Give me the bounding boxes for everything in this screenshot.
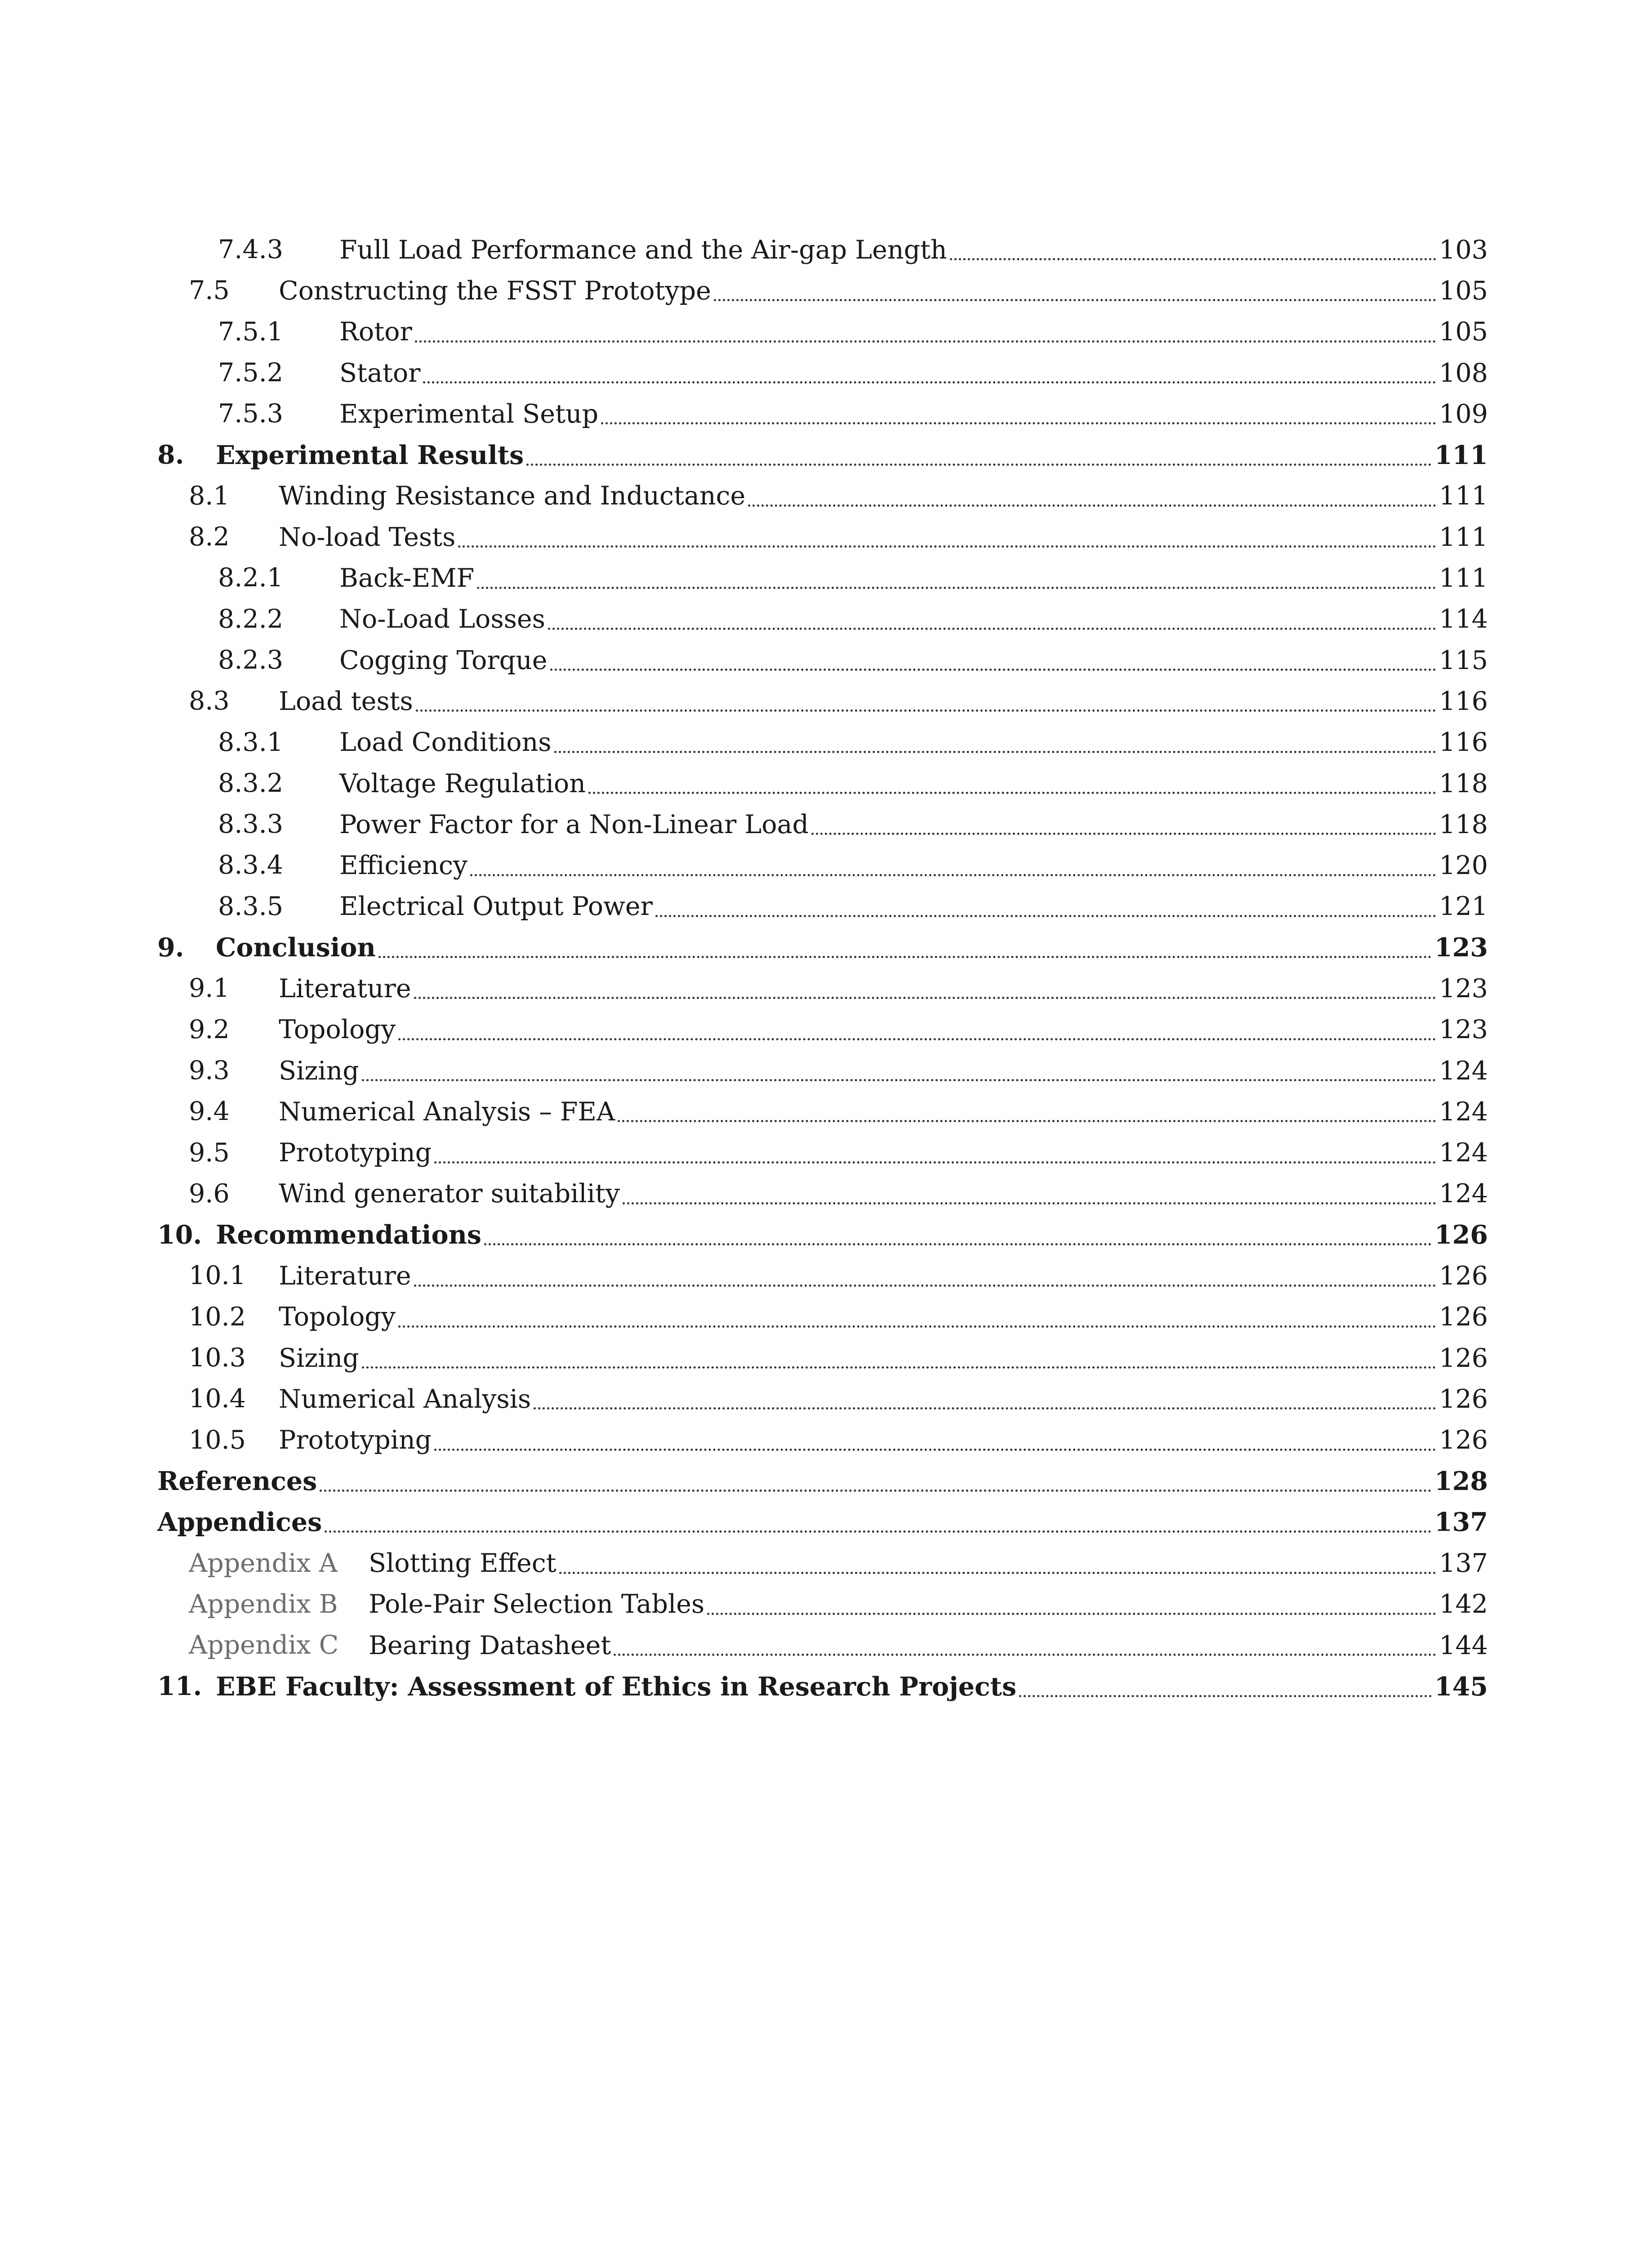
toc-entry-number: 8.3.3 xyxy=(218,809,284,839)
toc-entry-line xyxy=(339,886,1488,927)
toc-entry-number: Appendix A xyxy=(189,1548,338,1578)
toc-entry[interactable] xyxy=(157,1461,1488,1502)
toc-entry-number: 10.4 xyxy=(189,1384,246,1414)
toc-entry-line xyxy=(216,1666,1488,1707)
toc-entry-page: 103 xyxy=(1439,235,1488,265)
dot-leader xyxy=(414,997,1437,999)
toc-entry-number: 9.6 xyxy=(189,1178,230,1209)
dot-leader xyxy=(548,628,1436,630)
toc-entry-title: Experimental Results xyxy=(216,440,524,470)
toc-entry-page: 126 xyxy=(1434,1220,1488,1250)
dot-leader xyxy=(378,956,1432,958)
dot-leader xyxy=(707,1613,1436,1615)
toc-entry-page: 144 xyxy=(1439,1630,1488,1660)
toc-entry-title: Full Load Performance and the Air-gap Length xyxy=(339,235,947,265)
toc-entry-line xyxy=(279,1338,1488,1378)
toc-entry-page: 118 xyxy=(1439,768,1488,798)
toc-entry-title: Constructing the FSST Prototype xyxy=(279,276,711,306)
toc-entry-title: Sizing xyxy=(279,1056,359,1086)
toc-entry-page: 108 xyxy=(1439,358,1488,388)
toc-entry-line xyxy=(279,517,1488,558)
toc-entry-title: Numerical Analysis xyxy=(279,1384,531,1414)
toc-entry-page: 124 xyxy=(1439,1179,1488,1209)
toc-entry-page: 111 xyxy=(1439,481,1488,511)
toc-entry-page: 105 xyxy=(1439,317,1488,347)
toc-entry-line xyxy=(369,1543,1488,1584)
toc-entry[interactable] xyxy=(157,434,1488,475)
toc-entry-title: Numerical Analysis – FEA xyxy=(279,1097,615,1127)
toc-entry-page: 128 xyxy=(1434,1466,1488,1497)
toc-entry-line xyxy=(157,1461,1488,1502)
toc-entry-line xyxy=(279,1173,1488,1214)
toc-entry-number: 7.5 xyxy=(189,276,230,306)
table-of-contents xyxy=(157,229,1488,1707)
toc-entry[interactable] xyxy=(157,1420,1488,1461)
toc-entry-page: 118 xyxy=(1439,809,1488,839)
toc-entry[interactable] xyxy=(157,968,1488,1009)
toc-entry-line xyxy=(339,229,1488,270)
toc-entry-number: 8.3.4 xyxy=(218,850,284,880)
toc-entry-line xyxy=(339,352,1488,393)
toc-entry-line xyxy=(339,393,1488,434)
toc-entry-page: 123 xyxy=(1434,932,1488,963)
toc-entry-page: 126 xyxy=(1439,1343,1488,1373)
toc-entry[interactable] xyxy=(157,1378,1488,1419)
toc-entry[interactable] xyxy=(157,845,1488,886)
toc-entry-line xyxy=(339,312,1488,352)
dot-leader xyxy=(748,504,1436,507)
toc-entry[interactable] xyxy=(157,681,1488,722)
toc-entry-line xyxy=(216,1214,1488,1255)
toc-entry-number: 8.3.5 xyxy=(218,891,284,921)
dot-leader xyxy=(434,1449,1436,1451)
dot-leader xyxy=(423,381,1436,384)
toc-entry-line xyxy=(279,1091,1488,1132)
toc-entry-title: Efficiency xyxy=(339,851,468,881)
toc-entry[interactable] xyxy=(157,1214,1488,1255)
dot-leader xyxy=(325,1530,1432,1533)
toc-entry[interactable] xyxy=(157,1173,1488,1214)
toc-entry-line xyxy=(279,1420,1488,1461)
toc-entry[interactable] xyxy=(157,352,1488,393)
dot-leader xyxy=(414,1285,1437,1287)
toc-entry-title: Bearing Datasheet xyxy=(369,1630,611,1660)
toc-entry-number: 8.3 xyxy=(189,686,230,716)
toc-entry-title: Topology xyxy=(279,1302,396,1332)
dot-leader xyxy=(398,1038,1436,1040)
toc-entry[interactable] xyxy=(157,1338,1488,1378)
toc-entry-number: 7.5.2 xyxy=(218,357,284,388)
toc-entry-title: EBE Faculty: Assessment of Ethics in Research Projects xyxy=(216,1671,1017,1702)
dot-leader xyxy=(434,1161,1436,1164)
toc-entry-number: 8.2 xyxy=(189,522,230,552)
dot-leader xyxy=(588,792,1436,794)
toc-entry[interactable] xyxy=(157,640,1488,681)
toc-entry-page: 126 xyxy=(1439,1425,1488,1455)
toc-entry[interactable] xyxy=(157,599,1488,640)
toc-entry-line xyxy=(339,804,1488,845)
toc-entry-line xyxy=(279,968,1488,1009)
toc-entry[interactable] xyxy=(157,558,1488,598)
toc-entry-line xyxy=(279,1255,1488,1296)
toc-entry[interactable] xyxy=(157,393,1488,434)
dot-leader xyxy=(950,258,1437,260)
toc-entry-number: 11. xyxy=(157,1671,202,1702)
toc-entry-number: Appendix B xyxy=(189,1589,338,1619)
toc-entry-number: 9.1 xyxy=(189,973,230,1004)
toc-entry-line xyxy=(157,1502,1488,1543)
toc-entry-number: 9. xyxy=(157,932,184,963)
dot-leader xyxy=(416,709,1436,712)
toc-entry[interactable] xyxy=(157,886,1488,927)
toc-entry-page: 120 xyxy=(1439,851,1488,881)
toc-entry-title: Literature xyxy=(279,973,411,1004)
dot-leader xyxy=(362,1079,1436,1081)
toc-entry-page: 105 xyxy=(1439,276,1488,306)
toc-entry-title: Sizing xyxy=(279,1343,359,1373)
dot-leader xyxy=(398,1325,1436,1328)
toc-entry-number: 8.1 xyxy=(189,481,230,511)
dot-leader xyxy=(614,1654,1436,1656)
toc-entry-line xyxy=(339,599,1488,640)
toc-entry-page: 126 xyxy=(1439,1261,1488,1291)
toc-entry-page: 114 xyxy=(1439,604,1488,634)
toc-entry-number: 9.2 xyxy=(189,1014,230,1044)
toc-entry[interactable] xyxy=(157,1297,1488,1338)
toc-entry[interactable] xyxy=(157,1584,1488,1625)
toc-entry-page: 109 xyxy=(1439,399,1488,429)
toc-entry-page: 115 xyxy=(1439,645,1488,675)
toc-entry-line xyxy=(369,1584,1488,1625)
toc-entry-line xyxy=(339,558,1488,598)
toc-entry-page: 116 xyxy=(1439,686,1488,716)
dot-leader xyxy=(526,464,1432,466)
toc-entry-number: 8.3.1 xyxy=(218,727,284,757)
toc-entry-title: Rotor xyxy=(339,317,412,347)
toc-entry-title: Back-EMF xyxy=(339,563,475,593)
toc-entry-title: Slotting Effect xyxy=(369,1548,557,1579)
toc-entry-page: 145 xyxy=(1434,1671,1488,1702)
toc-entry-number: 8.2.2 xyxy=(218,604,284,634)
dot-leader xyxy=(601,422,1436,424)
toc-entry-line xyxy=(339,640,1488,681)
toc-entry[interactable] xyxy=(157,722,1488,763)
toc-entry-title: Recommendations xyxy=(216,1220,482,1250)
toc-entry[interactable] xyxy=(157,1502,1488,1543)
dot-leader xyxy=(362,1366,1436,1369)
toc-entry-number: 9.3 xyxy=(189,1055,230,1085)
toc-entry-line xyxy=(279,1050,1488,1091)
toc-entry-page: 126 xyxy=(1439,1384,1488,1414)
toc-entry-title: Cogging Torque xyxy=(339,645,548,675)
toc-entry[interactable] xyxy=(157,804,1488,845)
toc-entry[interactable] xyxy=(157,1091,1488,1132)
toc-entry-title: Electrical Output Power xyxy=(339,892,653,922)
dot-leader xyxy=(714,299,1436,301)
toc-entry-number: 8. xyxy=(157,440,184,470)
toc-entry-line xyxy=(216,434,1488,475)
toc-entry-number: 7.4.3 xyxy=(218,235,284,264)
toc-entry-title: Conclusion xyxy=(216,932,376,963)
toc-entry[interactable] xyxy=(157,1009,1488,1050)
toc-entry-page: 126 xyxy=(1439,1302,1488,1332)
toc-entry[interactable] xyxy=(157,1133,1488,1173)
toc-entry-page: 123 xyxy=(1439,973,1488,1004)
toc-entry-title: Experimental Setup xyxy=(339,399,599,429)
toc-entry-title: Load Conditions xyxy=(339,727,552,758)
dot-leader xyxy=(655,915,1436,917)
toc-entry-page: 124 xyxy=(1439,1056,1488,1086)
toc-entry-title: Power Factor for a Non-Linear Load xyxy=(339,809,809,839)
dot-leader xyxy=(554,751,1437,753)
toc-entry-line xyxy=(339,763,1488,804)
toc-entry-title: Voltage Regulation xyxy=(339,768,586,798)
toc-entry-number: 8.2.1 xyxy=(218,563,284,593)
toc-entry-page: 121 xyxy=(1439,892,1488,922)
toc-entry[interactable] xyxy=(157,229,1488,270)
toc-entry[interactable] xyxy=(157,763,1488,804)
dot-leader xyxy=(811,833,1436,835)
dot-leader xyxy=(320,1490,1432,1492)
toc-entry-line xyxy=(279,1133,1488,1173)
dot-leader xyxy=(470,874,1436,876)
dot-leader xyxy=(618,1120,1436,1122)
toc-entry-number: 10.1 xyxy=(189,1261,246,1291)
dot-leader xyxy=(484,1243,1432,1245)
toc-entry-number: 10.5 xyxy=(189,1425,246,1455)
toc-entry[interactable] xyxy=(157,1625,1488,1666)
toc-entry[interactable] xyxy=(157,1255,1488,1296)
toc-entry-page: 111 xyxy=(1434,440,1488,470)
toc-entry-line xyxy=(339,722,1488,763)
toc-entry-number: 9.4 xyxy=(189,1097,230,1127)
toc-entry-page: 111 xyxy=(1439,522,1488,552)
toc-entry-title: Stator xyxy=(339,358,421,388)
dot-leader xyxy=(415,340,1436,343)
toc-entry-title: No-load Tests xyxy=(279,522,456,552)
dot-leader xyxy=(623,1202,1436,1204)
toc-entry[interactable] xyxy=(157,270,1488,311)
toc-entry-number: 8.3.2 xyxy=(218,768,284,798)
toc-entry-title: Pole-Pair Selection Tables xyxy=(369,1589,705,1619)
dot-leader xyxy=(458,545,1436,548)
toc-entry-line xyxy=(279,1297,1488,1338)
toc-entry-page: 142 xyxy=(1439,1589,1488,1619)
toc-entry-page: 124 xyxy=(1439,1097,1488,1127)
toc-entry[interactable] xyxy=(157,1050,1488,1091)
toc-entry[interactable] xyxy=(157,517,1488,558)
toc-entry-line xyxy=(369,1625,1488,1666)
toc-entry-page: 124 xyxy=(1439,1138,1488,1168)
toc-entry-line xyxy=(279,1378,1488,1419)
toc-entry-title: Load tests xyxy=(279,686,413,716)
toc-entry-number: 7.5.1 xyxy=(218,317,284,347)
toc-entry-title: Prototyping xyxy=(279,1425,432,1455)
toc-entry-number: Appendix C xyxy=(189,1630,339,1660)
toc-entry-title: Appendices xyxy=(157,1507,322,1538)
toc-entry-page: 137 xyxy=(1439,1548,1488,1579)
dot-leader xyxy=(559,1572,1437,1574)
toc-entry-number: 9.5 xyxy=(189,1137,230,1168)
toc-entry-line xyxy=(279,1009,1488,1050)
toc-entry[interactable] xyxy=(157,927,1488,968)
toc-entry-page: 137 xyxy=(1434,1507,1488,1538)
dot-leader xyxy=(550,669,1437,671)
toc-entry-title: Literature xyxy=(279,1261,411,1291)
toc-entry-page: 116 xyxy=(1439,727,1488,758)
toc-entry-title: Topology xyxy=(279,1015,396,1045)
toc-entry-number: 10.2 xyxy=(189,1302,246,1332)
toc-entry[interactable] xyxy=(157,1543,1488,1584)
toc-entry-line xyxy=(279,681,1488,722)
toc-entry-line xyxy=(339,845,1488,886)
toc-entry-title: Winding Resistance and Inductance xyxy=(279,481,746,511)
toc-entry-title: No-Load Losses xyxy=(339,604,545,634)
toc-entry[interactable] xyxy=(157,1666,1488,1707)
toc-entry[interactable] xyxy=(157,476,1488,517)
toc-entry-page: 111 xyxy=(1439,563,1488,593)
dot-leader xyxy=(1019,1695,1432,1697)
toc-entry-title: References xyxy=(157,1466,317,1497)
toc-entry-page: 123 xyxy=(1439,1015,1488,1045)
toc-entry-number: 8.2.3 xyxy=(218,645,284,675)
toc-entry-number: 10.3 xyxy=(189,1343,246,1373)
toc-entry-line xyxy=(279,270,1488,311)
toc-entry-title: Prototyping xyxy=(279,1138,432,1168)
toc-entry-line xyxy=(279,476,1488,517)
toc-entry-title: Wind generator suitability xyxy=(279,1179,620,1209)
toc-entry-number: 10. xyxy=(157,1220,202,1250)
dot-leader xyxy=(477,587,1436,589)
toc-entry-line xyxy=(216,927,1488,968)
toc-entry[interactable] xyxy=(157,312,1488,352)
toc-entry-number: 7.5.3 xyxy=(218,399,284,429)
dot-leader xyxy=(534,1407,1436,1409)
